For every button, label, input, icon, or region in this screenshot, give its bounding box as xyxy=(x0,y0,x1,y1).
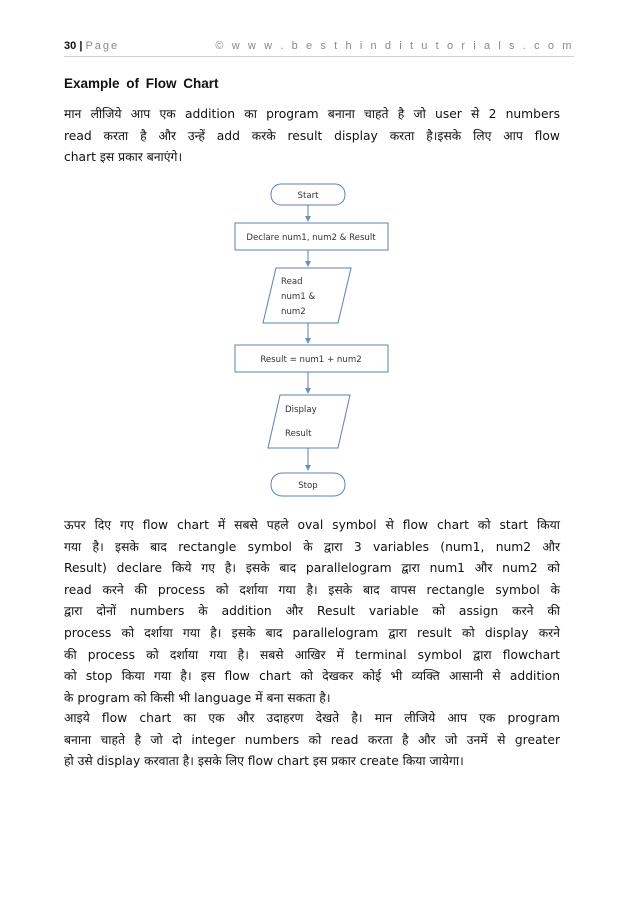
intro-paragraph xyxy=(64,104,560,169)
paragraph-line: की process को दर्शाया गया है। सबसे आखिर में terminal symbol द्वारा flowchart xyxy=(64,647,560,662)
next-example-paragraph xyxy=(64,708,560,773)
section-title: Example of Flow Chart xyxy=(64,76,219,91)
page-separator: | xyxy=(79,40,83,52)
page-header xyxy=(64,38,574,57)
paragraph-line: chart इस प्रकार बनाएंगे। xyxy=(64,150,183,165)
display-label-line: Result xyxy=(285,429,312,439)
read-label-line: Read xyxy=(281,277,303,287)
declare-label: Declare num1, num2 & Result xyxy=(246,233,376,243)
read-label-line: num2 xyxy=(281,307,306,317)
page-number: 30 xyxy=(64,40,77,52)
display-parallelogram xyxy=(268,395,350,448)
start-label: Start xyxy=(297,191,319,201)
paragraph-line: द्वारा दोनों numbers के addition और Result variable को assign करने की xyxy=(64,604,560,619)
paragraph-line: को stop किया गया है। इस flow chart को देखकर कोई भी व्यक्ति आसानी से addition xyxy=(64,669,560,684)
paragraph-line: आइये flow chart का एक और उदाहरण देखते है। मान लीजिये आप एक program xyxy=(64,711,560,725)
stop-label: Stop xyxy=(298,481,318,491)
paragraph-line: हो उसे display करवाता है। इसके लिए flow chart इस प्रकार create किया जायेगा। xyxy=(64,754,464,769)
paragraph-line: के program को किसी भी language में बना सकता है। xyxy=(64,690,331,705)
process-label: Result = num1 + num2 xyxy=(260,355,362,365)
paragraph-line: ऊपर दिए गए flow chart में सबसे पहले oval symbol से flow chart को start किया xyxy=(64,518,560,532)
paragraph-line: Result) declare किये गए है। इसके बाद parallelogram द्वारा num1 और num2 को xyxy=(64,561,560,576)
paragraph-line: read करता है और उन्हें add करके result display करता है।इसके लिए आप flow xyxy=(64,128,560,143)
paragraph-line: read करने की process को दर्शाया गया है। इसके बाद वापस rectangle symbol के xyxy=(64,582,560,597)
flowchart-diagram xyxy=(228,178,398,506)
page-indicator xyxy=(64,40,119,52)
paragraph-line: गया है। इसके बाद rectangle symbol के द्वारा 3 variables (num1, num2 और xyxy=(64,539,560,554)
site-copyright: © w w w . b e s t h i n d i t u t o r i a l s . c o m xyxy=(215,40,574,52)
paragraph-line: process को दर्शाया गया है। इसके बाद parallelogram द्वारा result को display करने xyxy=(64,625,560,640)
read-label-line: num1 & xyxy=(281,292,316,302)
explanation-paragraph xyxy=(64,515,560,709)
paragraph-line: मान लीजिये आप एक addition का program बनाना चाहते है जो user से 2 numbers xyxy=(64,107,560,121)
display-label-line: Display xyxy=(285,405,317,415)
page-label: Page xyxy=(85,40,120,52)
paragraph-line: बनाना चाहते है जो दो integer numbers को read करता है और जो उनमें से greater xyxy=(64,732,560,747)
